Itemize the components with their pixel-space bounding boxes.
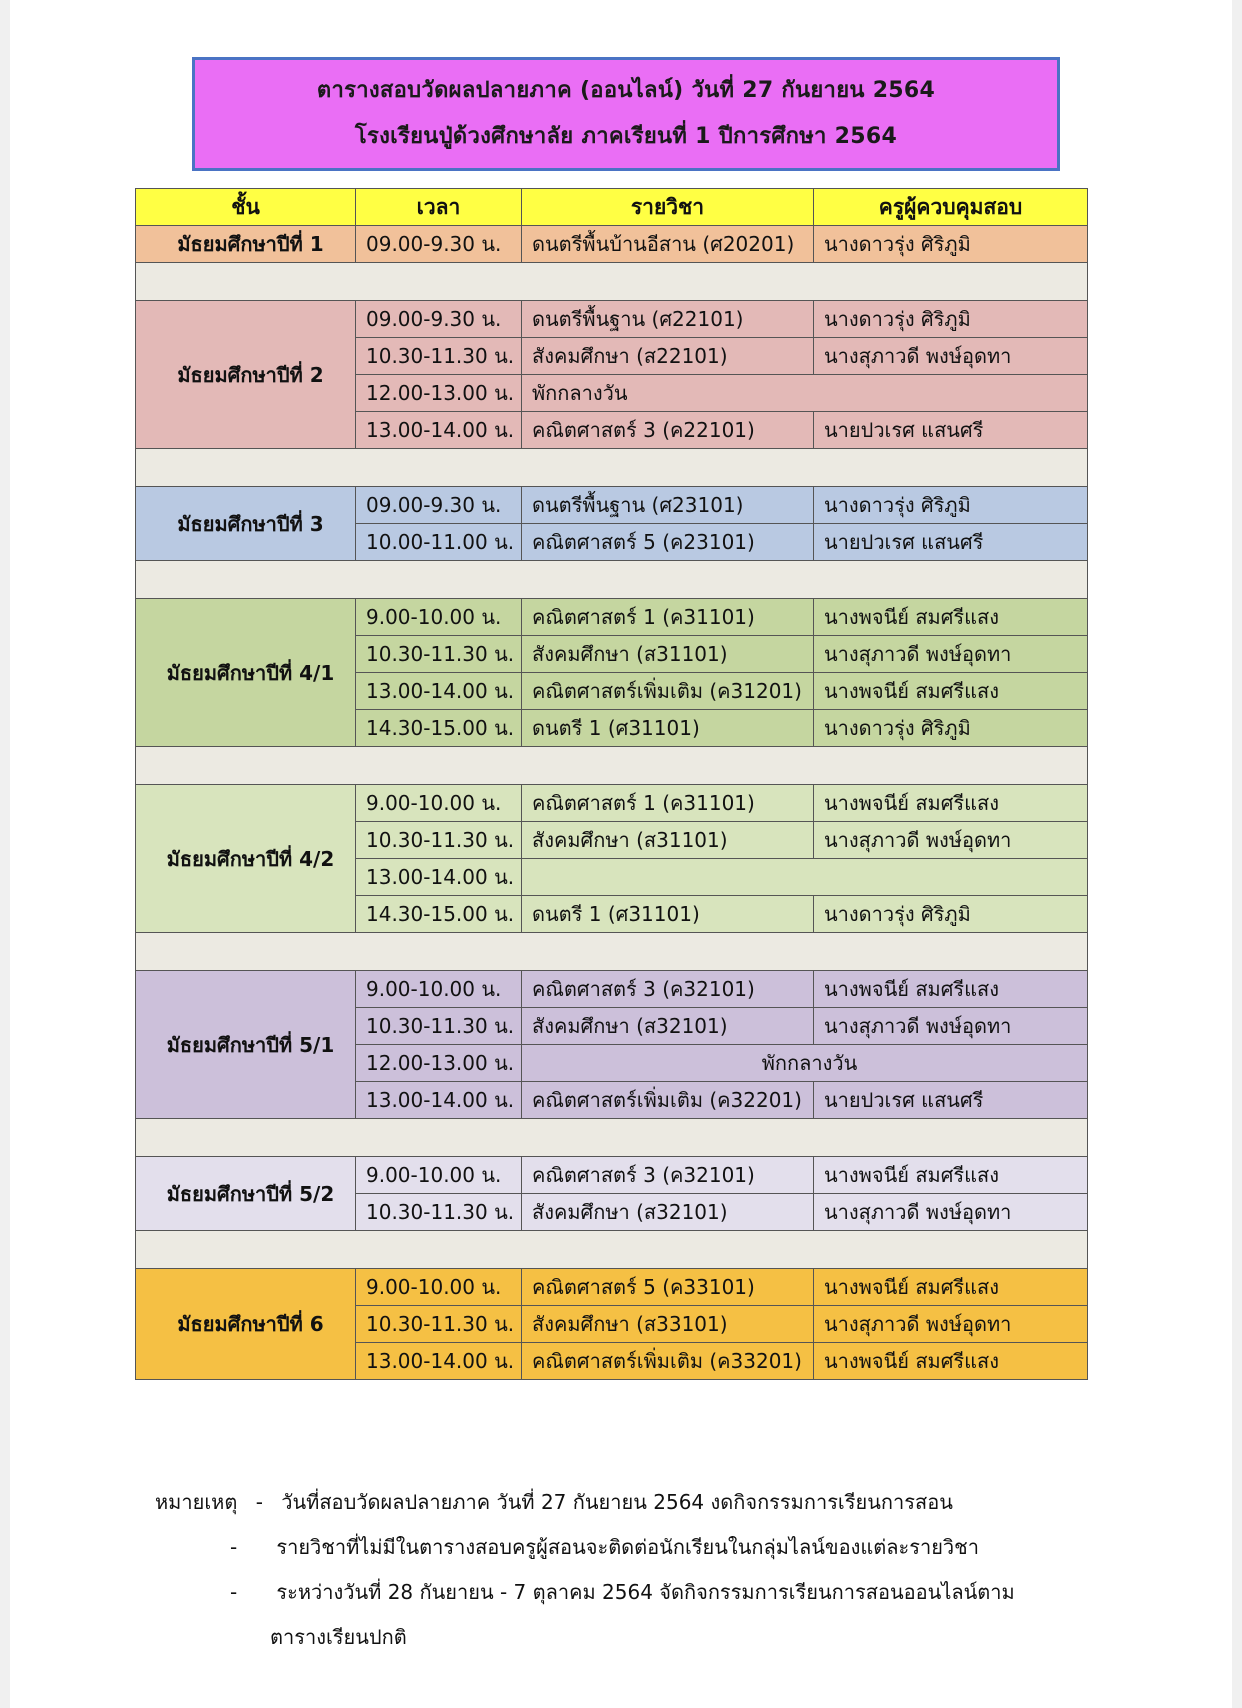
- time-cell: 9.00-10.00 น.: [356, 971, 522, 1008]
- header-grade: ชั้น: [136, 189, 356, 226]
- proctor-cell: นางดาวรุ่ง ศิริภูมิ: [814, 301, 1088, 338]
- time-cell: 10.30-11.30 น.: [356, 636, 522, 673]
- subject-cell: สังคมศึกษา (ส22101): [522, 338, 814, 375]
- proctor-cell: นายปวเรศ แสนศรี: [814, 412, 1088, 449]
- proctor-cell: นางพจนีย์ สมศรีแสง: [814, 673, 1088, 710]
- time-cell: 9.00-10.00 น.: [356, 1269, 522, 1306]
- subject-cell: คณิตศาสตร์ 5 (ค33101): [522, 1269, 814, 1306]
- spacer-row: [136, 747, 1088, 785]
- proctor-cell: นางสุภาวดี พงษ์อุดทา: [814, 822, 1088, 859]
- time-cell: 14.30-15.00 น.: [356, 710, 522, 747]
- title-line-1: ตารางสอบวัดผลปลายภาค (ออนไลน์) วันที่ 27 กันยายน 2564: [316, 78, 936, 103]
- subject-cell: คณิตศาสตร์ 5 (ค23101): [522, 524, 814, 561]
- subject-cell: สังคมศึกษา (ส31101): [522, 822, 814, 859]
- subject-cell: คณิตศาสตร์ 3 (ค22101): [522, 412, 814, 449]
- note-text-2: รายวิชาที่ไม่มีในตารางสอบครูผู้สอนจะติดต่อนักเรียนในกลุ่มไลน์ของแต่ละรายวิชา: [276, 1535, 979, 1559]
- table-header-row: [136, 189, 1088, 226]
- time-cell: 10.30-11.30 น.: [356, 1306, 522, 1343]
- proctor-cell: นายปวเรศ แสนศรี: [814, 524, 1088, 561]
- table-row: [136, 1157, 1088, 1194]
- subject-cell: คณิตศาสตร์ 3 (ค32101): [522, 1157, 814, 1194]
- note-dash: -: [230, 1580, 238, 1604]
- grade-cell-m4-2: มัธยมศึกษาปีที่ 4/2: [136, 785, 356, 933]
- time-cell: 13.00-14.00 น.: [356, 412, 522, 449]
- note-label: หมายเหตุ: [155, 1490, 238, 1514]
- time-cell: 09.00-9.30 น.: [356, 487, 522, 524]
- spacer-row: [136, 263, 1088, 301]
- table-row: [136, 599, 1088, 636]
- subject-cell: สังคมศึกษา (ส31101): [522, 636, 814, 673]
- grade-cell-m5-2: มัธยมศึกษาปีที่ 5/2: [136, 1157, 356, 1231]
- subject-cell: คณิตศาสตร์เพิ่มเติม (ค33201): [522, 1343, 814, 1380]
- time-cell: 09.00-9.30 น.: [356, 301, 522, 338]
- time-cell: 13.00-14.00 น.: [356, 1082, 522, 1119]
- subject-cell: คณิตศาสตร์ 3 (ค32101): [522, 971, 814, 1008]
- proctor-cell: นางพจนีย์ สมศรีแสง: [814, 1157, 1088, 1194]
- proctor-cell: นางพจนีย์ สมศรีแสง: [814, 1269, 1088, 1306]
- note-text-3a: ระหว่างวันที่ 28 กันยายน - 7 ตุลาคม 2564 จัดกิจกรรมการเรียนการสอนออนไลน์ตาม: [276, 1580, 1015, 1604]
- time-cell: 13.00-14.00 น.: [356, 1343, 522, 1380]
- table-row: [136, 226, 1088, 263]
- proctor-cell: นางดาวรุ่ง ศิริภูมิ: [814, 487, 1088, 524]
- subject-cell: คณิตศาสตร์ 1 (ค31101): [522, 785, 814, 822]
- time-cell: 9.00-10.00 น.: [356, 785, 522, 822]
- spacer-row: [136, 1119, 1088, 1157]
- subject-cell: คณิตศาสตร์เพิ่มเติม (ค32201): [522, 1082, 814, 1119]
- table-row: [136, 1269, 1088, 1306]
- time-cell: 13.00-14.00 น.: [356, 673, 522, 710]
- table-row: [136, 785, 1088, 822]
- proctor-cell: นางพจนีย์ สมศรีแสง: [814, 599, 1088, 636]
- proctor-cell: นางสุภาวดี พงษ์อุดทา: [814, 1194, 1088, 1231]
- subject-cell: สังคมศึกษา (ส32101): [522, 1194, 814, 1231]
- spacer-row: [136, 933, 1088, 971]
- notes-section: [155, 1480, 1095, 1660]
- time-cell: 13.00-14.00 น.: [356, 859, 522, 896]
- subject-cell: คณิตศาสตร์เพิ่มเติม (ค31201): [522, 673, 814, 710]
- grade-cell-m3: มัธยมศึกษาปีที่ 3: [136, 487, 356, 561]
- note-line-4: [155, 1615, 1095, 1660]
- time-cell: 9.00-10.00 น.: [356, 1157, 522, 1194]
- time-cell: 12.00-13.00 น.: [356, 375, 522, 412]
- lunch-break-cell: พักกลางวัน: [522, 375, 1088, 412]
- time-cell: 10.30-11.30 น.: [356, 1008, 522, 1045]
- time-cell: 10.30-11.30 น.: [356, 822, 522, 859]
- table-row: [136, 971, 1088, 1008]
- title-banner: [192, 57, 1060, 171]
- subject-cell: ดนตรีพื้นบ้านอีสาน (ศ20201): [522, 226, 814, 263]
- subject-cell: ดนตรีพื้นฐาน (ศ23101): [522, 487, 814, 524]
- grade-cell-m1: มัธยมศึกษาปีที่ 1: [136, 226, 356, 263]
- note-dash: -: [230, 1535, 238, 1559]
- header-proctor: ครูผู้ควบคุมสอบ: [814, 189, 1088, 226]
- empty-merged-cell: [522, 859, 1088, 896]
- spacer-row: [136, 561, 1088, 599]
- spacer-row: [136, 1231, 1088, 1269]
- table-row: [136, 301, 1088, 338]
- header-subject: รายวิชา: [522, 189, 814, 226]
- time-cell: 10.30-11.30 น.: [356, 338, 522, 375]
- note-line-3: [155, 1570, 1095, 1615]
- grade-cell-m4-1: มัธยมศึกษาปีที่ 4/1: [136, 599, 356, 747]
- proctor-cell: นางดาวรุ่ง ศิริภูมิ: [814, 896, 1088, 933]
- proctor-cell: นางดาวรุ่ง ศิริภูมิ: [814, 710, 1088, 747]
- proctor-cell: นางสุภาวดี พงษ์อุดทา: [814, 636, 1088, 673]
- grade-cell-m2: มัธยมศึกษาปีที่ 2: [136, 301, 356, 449]
- header-time: เวลา: [356, 189, 522, 226]
- grade-cell-m5-1: มัธยมศึกษาปีที่ 5/1: [136, 971, 356, 1119]
- note-line-2: [155, 1525, 1095, 1570]
- subject-cell: สังคมศึกษา (ส32101): [522, 1008, 814, 1045]
- note-text-1: วันที่สอบวัดผลปลายภาค วันที่ 27 กันยายน 2564 งดกิจกรรมการเรียนการสอน: [281, 1490, 953, 1514]
- time-cell: 9.00-10.00 น.: [356, 599, 522, 636]
- spacer-row: [136, 449, 1088, 487]
- proctor-cell: นางดาวรุ่ง ศิริภูมิ: [814, 226, 1088, 263]
- lunch-break-cell: พักกลางวัน: [522, 1045, 1088, 1082]
- title-line-2: โรงเรียนปู่ด้วงศึกษาลัย ภาคเรียนที่ 1 ปีการศึกษา 2564: [354, 124, 898, 149]
- table-row: [136, 487, 1088, 524]
- subject-cell: ดนตรี 1 (ศ31101): [522, 896, 814, 933]
- subject-cell: สังคมศึกษา (ส33101): [522, 1306, 814, 1343]
- note-text-3b: ตารางเรียนปกติ: [270, 1625, 407, 1649]
- proctor-cell: นางพจนีย์ สมศรีแสง: [814, 1343, 1088, 1380]
- subject-cell: คณิตศาสตร์ 1 (ค31101): [522, 599, 814, 636]
- proctor-cell: นางสุภาวดี พงษ์อุดทา: [814, 1306, 1088, 1343]
- time-cell: 12.00-13.00 น.: [356, 1045, 522, 1082]
- note-line-1: [155, 1480, 1095, 1525]
- time-cell: 10.30-11.30 น.: [356, 1194, 522, 1231]
- subject-cell: ดนตรี 1 (ศ31101): [522, 710, 814, 747]
- note-dash: -: [255, 1490, 263, 1514]
- subject-cell: ดนตรีพื้นฐาน (ศ22101): [522, 301, 814, 338]
- time-cell: 09.00-9.30 น.: [356, 226, 522, 263]
- grade-cell-m6: มัธยมศึกษาปีที่ 6: [136, 1269, 356, 1380]
- time-cell: 10.00-11.00 น.: [356, 524, 522, 561]
- proctor-cell: นายปวเรศ แสนศรี: [814, 1082, 1088, 1119]
- proctor-cell: นางพจนีย์ สมศรีแสง: [814, 785, 1088, 822]
- proctor-cell: นางพจนีย์ สมศรีแสง: [814, 971, 1088, 1008]
- exam-schedule-table: [135, 188, 1088, 1380]
- time-cell: 14.30-15.00 น.: [356, 896, 522, 933]
- proctor-cell: นางสุภาวดี พงษ์อุดทา: [814, 1008, 1088, 1045]
- proctor-cell: นางสุภาวดี พงษ์อุดทา: [814, 338, 1088, 375]
